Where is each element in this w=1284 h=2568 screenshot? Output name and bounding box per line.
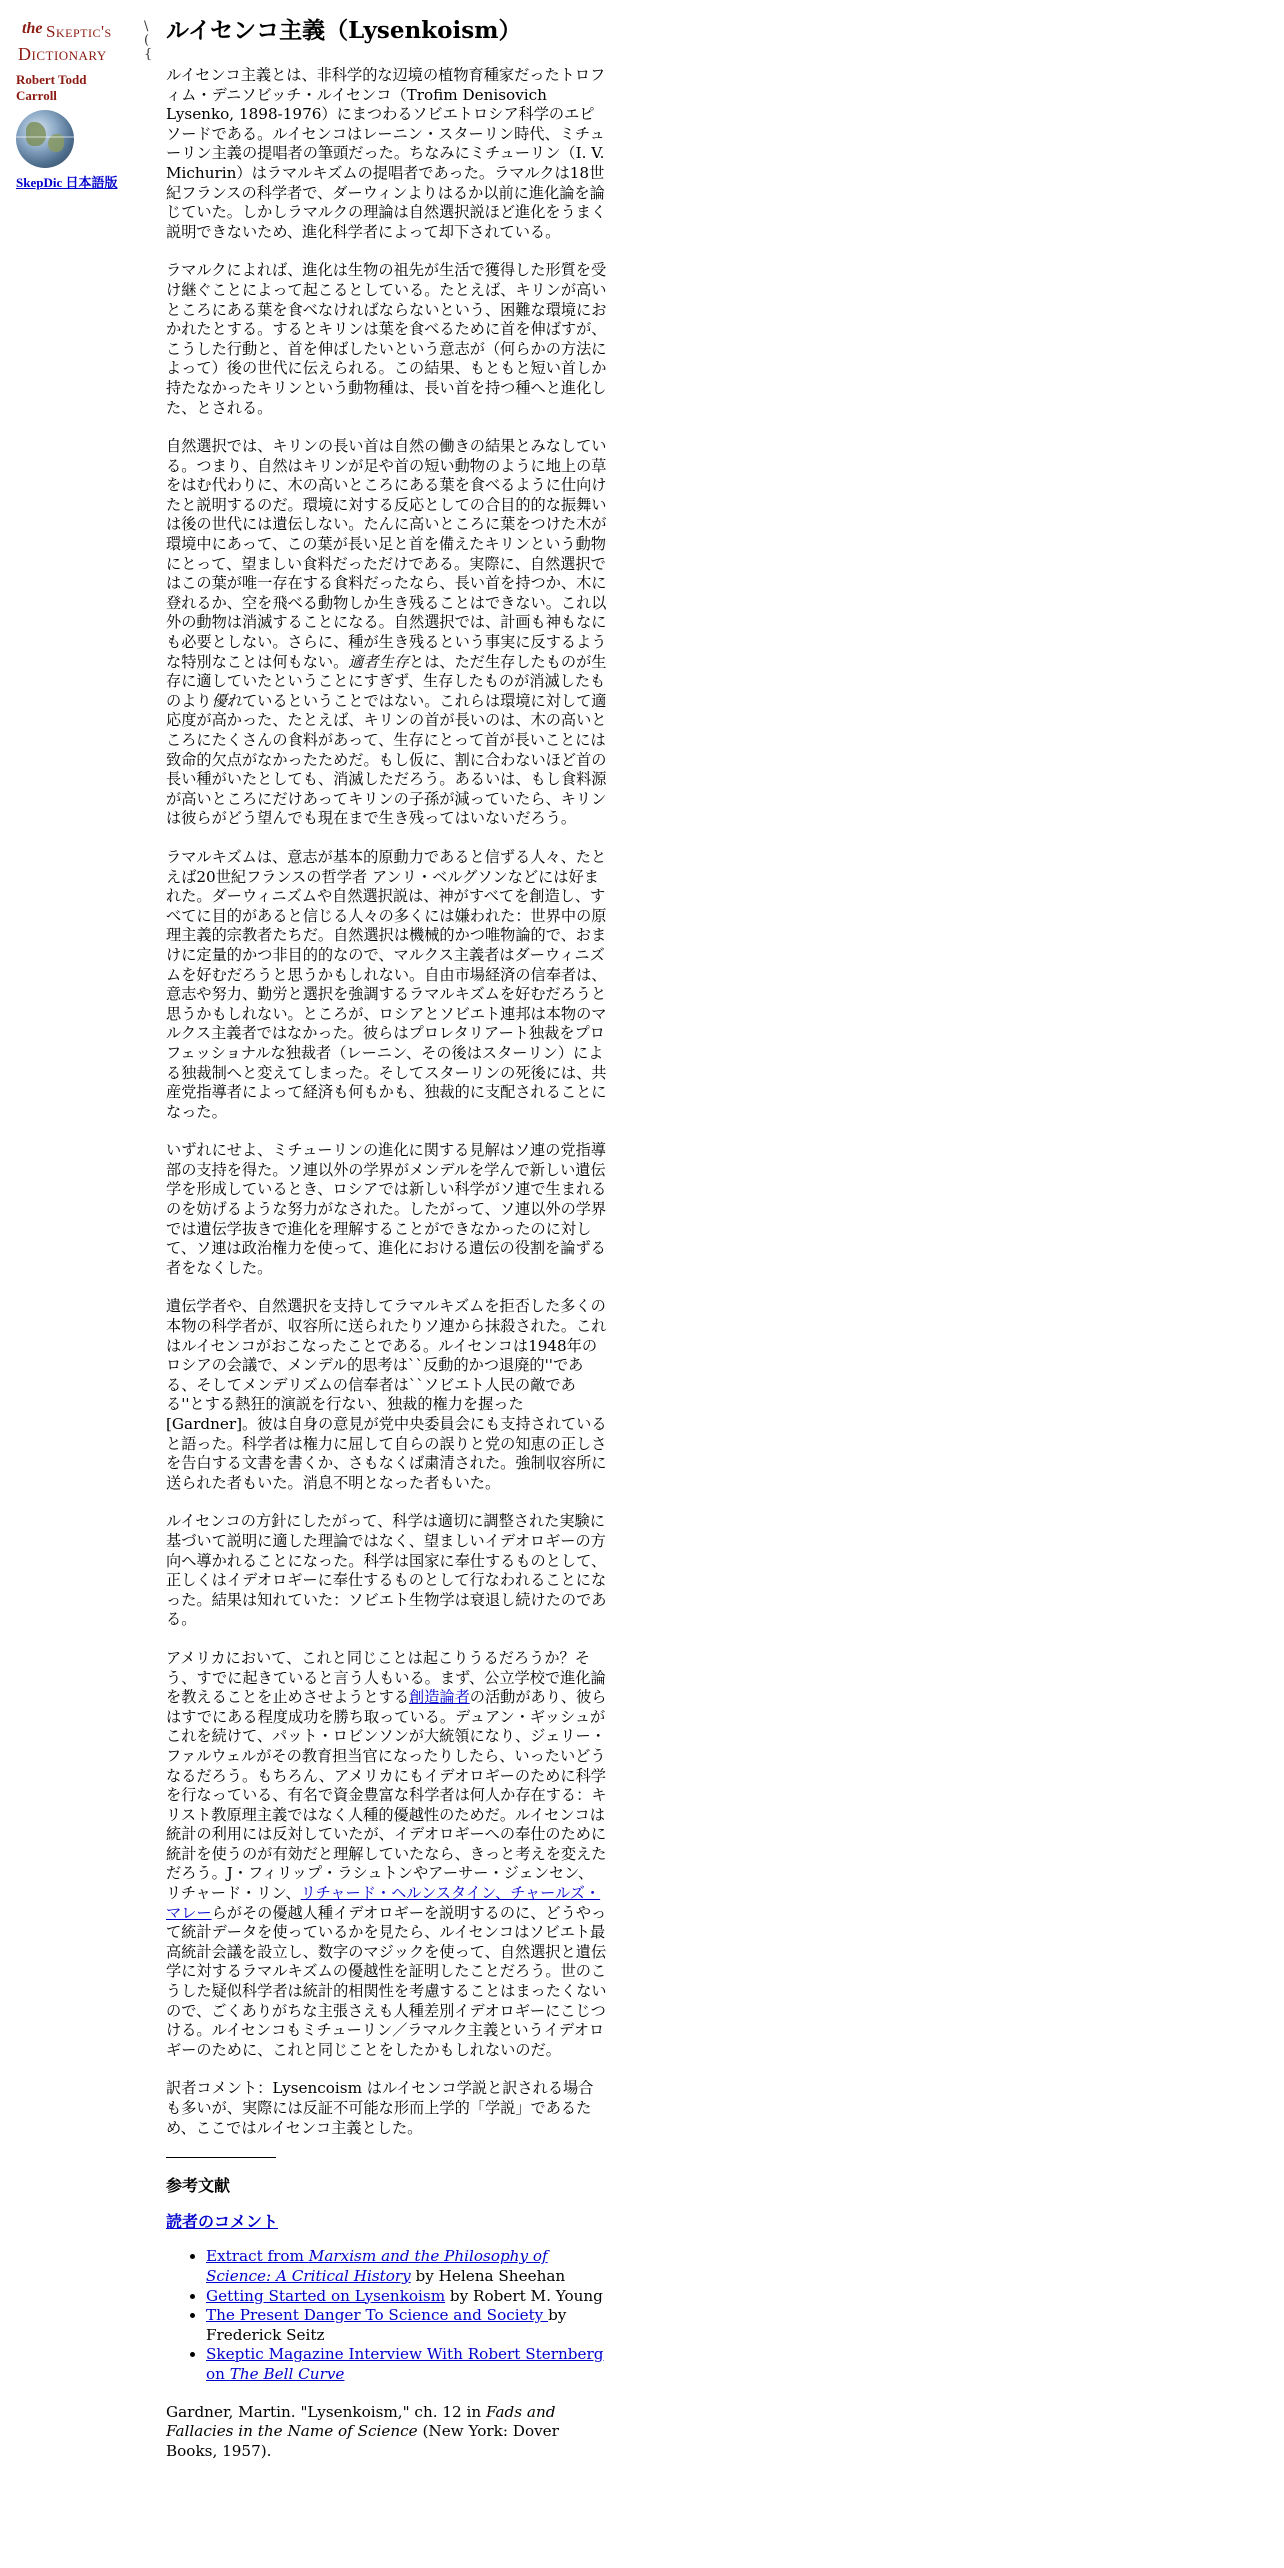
- skepdic-japanese-link[interactable]: SkepDic 日本語版: [16, 175, 118, 190]
- list-item: [206, 2345, 608, 2384]
- sheehan-link[interactable]: Extract from Marxism and the Philosophy of Science: A Critical History: [206, 2247, 548, 2285]
- paragraph-translator-comment: 訳者コメント：Lysencoism はルイセンコ学説と訳される場合も多いが、実際には反証不可能な形而上学的「学説」であるため、ここではルイセンコ主義とした。: [166, 2079, 594, 2137]
- paragraph-intro: ルイセンコ主義とは、非科学的な辺境の植物育種家だったトロフィム・デニソビッチ・ルイセンコ（Trofim Denisovich Lysenko, 1898-1976）にまつわるソビエトロシア科学のエピソードである。ルイセンコはレーニン・スターリン時代、ミチューリン主義の提唱者の筆頭だった。ちなみにミチューリン（I. V. Michurin）はラマルキズムの提唱者であった。ラマルクは18世紀フランスの科学者で、ダーウィンよりはるか以前に進化論を論じていた。しかしラマルクの理論は自然選択説ほど進化をうまく説明できないため、進化科学者によって却下されている。: [166, 66, 607, 241]
- paragraph-lamarckism: ラマルキズムは、意志が基本的原動力であると信ずる人々、たとえば20世紀フランスの哲学者 アンリ・ベルグソンなどには好まれた。ダーウィニズムや自然選択説は、神がすべてを創造し、すべてに目的があると信じる人々の多くには嫌われた：世界中の原理主義的宗教者たちだ。自然選択は機械的かつ唯物論的で、おまけに定量的かつ非目的的なので、マルクス主義者はダーウィニズムを好むだろうと思うかもしれない。自由市場経済の信奉者は、意志や努力、勤労と選択を強調するラマルキズムを好むだろうと思うかもしれない。ところが、ロシアとソビエト連邦は本物のマルクス主義者ではなかった。彼らはプロレタリアート独裁をプロフェッショナルな独裁者（レーニン、その後はスターリン）による独裁制へと変えてしまった。そしてスターリンの死後には、共産党指導者によって経済も何もかも、独裁的に支配されることになった。: [166, 847, 607, 1121]
- young-link[interactable]: Getting Started on Lysenkoism: [206, 2286, 446, 2305]
- logo-the: the: [22, 20, 43, 37]
- paragraph-ideology: ルイセンコの方針にしたがって、科学は適切に調整された実験に基づいて説明に適した理論ではなく、望ましいイデオロギーの方向へ導かれることになった。科学は国家に奉仕するものとして、正しくはイデオロギーに奉仕するものとして行なわれることになった。結果は知れていた：ソビエト生物学は衰退し続けたのである。: [166, 1512, 607, 1629]
- creationist-link[interactable]: 創造論者: [409, 1688, 470, 1707]
- paragraph-michurin: いずれにせよ、ミチューリンの進化に関する見解はソ連の党指導部の支持を得た。ソ連以外の学界がメンデルを学んで新しい遺伝学を形成しているとき、ロシアでは新しい科学がソ連で生まれるのを妨げるような努力がなされた。したがって、ソ連以外の学界では遺伝学抜きで進化を理解することができなかったのに対して、ソ連は政治権力を使って、進化における遺伝の役割を論ずる者をなくした。: [166, 1141, 607, 1277]
- list-item: • The Present Danger To Science and Society by Frederick Seitz: [206, 2306, 608, 2345]
- paragraph-purge: 遺伝学者や、自然選択を支持してラマルキズムを拒否した多くの本物の科学者が、収容所に送られたりソ連から抹殺された。これはルイセンコがおこなったことである。ルイセンコは1948年のロシアの会議で、メンデル的思考は``反動的かつ退廃的''である、そしてメンデリズムの信奉者は``ソビエト人民の敵である''とする熱狂的演説を行ない、独裁的権力を握った[Gardner]。彼は自身の意見が党中央委員会にも支持されていると語った。科学者は権力に屈して自らの誤りと党の知恵の正しさを告白する文書を書くか、さもなくば粛清された。強制収容所に送られた者もいた。消息不明となった者もいた。: [166, 1297, 607, 1492]
- divider: [166, 2157, 276, 2158]
- sidebar-divider-marks: \ ( {: [144, 19, 153, 62]
- globe-icon[interactable]: [16, 110, 74, 168]
- list-item: • Getting Started on Lysenkoism by Robert M. Young: [206, 2287, 608, 2307]
- references-heading: 参考文献: [166, 2176, 231, 2196]
- readers-comments-heading: [166, 2212, 608, 2232]
- emphasis-superior: 優れ: [211, 691, 242, 710]
- logo-dictionary: Dictionary: [18, 44, 107, 64]
- logo-skeptics: Skeptic's: [46, 22, 112, 41]
- paragraph-natural-selection: 自然選択では、キリンの長い首は自然の働きの結果とみなしている。つまり、自然はキリンが足や首の短い動物のように地上の草をはむ代わりに、木の高いところにある葉を食べるように仕向けたと説明するのだ。環境に対する反応としての合目的的な振舞いは後の世代には遺伝しない。たんに高いところに葉をつけた木が環境中にあって、この葉が長い足と首を備えたキリンという動物にとって、望ましい食料だっただけである。実際に、自然選択ではこの葉が唯一存在する食料だったなら、長い首を持つか、木に登れるか、空を飛べる動物しか生き残ることはできない。これ以外の動物は消滅することになる。自然選択では、計画も神もなにも必要としない。さらに、種が生き残るという事実に反するような特別なことは何もない。適者生存とは、ただ生存したものが生存に適していたということにすぎず、生存したものが消滅したものより優れているということではない。これらは環境に対して適応度が高かった、たとえば、キリンの首が長いのは、木の高いところにたくさんの食料があって、生存にとって首が長いことには致命的欠点がなかったためだ。もし仮に、割に合わないほど首の長い種がいたとしても、消滅しただろう。あるいは、もし食料源が高いところにだけあってキリンの子孫が減っていたら、キリンは彼らがどう望んでも現在まで生き残ってはいないだろう。: [166, 437, 607, 828]
- sidebar: [16, 18, 136, 191]
- skeptics-dictionary-logo[interactable]: [16, 18, 132, 70]
- paragraph-lamarck: ラマルクによれば、進化は生物の祖先が生活で獲得した形質を受け継ぐことによって起こるとしている。たとえば、キリンが高いところにある葉を食べなければならないという、困難な環境におかれたとする。するとキリンは葉を食べるために首を伸ばすが、こうした行動と、首を伸ばしたいという意志が（何らかの方法によって）後の世代に伝えられる。この結果、もともと短い首しか持たなかったキリンという動物種は、長い首を持つ種へと進化した、とされる。: [166, 261, 607, 417]
- bibliography-entry: Gardner, Martin. "Lysenkoism," ch. 12 in Fads and Fallacies in the Name of Science (New York: Dover Books, 1957).: [166, 2402, 559, 2460]
- readers-comments-link[interactable]: 読者のコメント: [166, 2211, 279, 2231]
- sternberg-interview-link[interactable]: Skeptic Magazine Interview With Robert Sternberg on The Bell Curve: [206, 2345, 604, 2383]
- paragraph-america: アメリカにおいて、これと同じことは起こりうるだろうか？そう、すでに起きていると言う人もいる。まず、公立学校で進化論を教えることを止めさせようとする創造論者の活動があり、彼らはすでにある程度成功を勝ち取っている。デュアン・ギッシュがこれを続けて、パット・ロビンソンが大統領になり、ジェリー・ファルウェルがその教育担当官になったりしたら、いったいどうなるだろう。もちろん、アメリカにもイデオロギーのために科学を行なっている、有名で資金豊富な科学者は何人か存在する：キリスト教原理主義ではなく人種的優越性のためだ。ルイセンコは統計の利用には反対していたが、イデオロギーへの奉仕のために統計を使うのが有効だと理解していたなら、きっと考えを変えただろう。J・フィリップ・ラシュトンやアーサー・ジェンセン、リチャード・リン、リチャード・ヘルンスタイン、チャールズ・マレーらがその優越人種イデオロギーを説明するのに、どうやって統計データを使っているかを見たら、ルイセンコはソビエト最高統計会議を設立し、数字のマジックを使って、自然選択と遺伝学に対するラマルキズムの優越性を証明したことだろう。世のこうした疑似科学者は統計的相関性を考慮することはまったくないので、ごくありがちな主張さえも人種差別イデオロギーにこじつける。ルイセンコもミチューリン／ラマルク主義というイデオロギーのために、これと同じことをしたかもしれないのだ。: [166, 1648, 607, 2059]
- emphasis-survival-of-fittest: 適者生存: [348, 652, 409, 671]
- list-item: • Extract from Marxism and the Philosophy of Science: A Critical History by Helena Sheehan: [206, 2247, 608, 2286]
- author-name: Robert Todd Carroll: [16, 72, 87, 103]
- page-title: ルイセンコ主義（Lysenkoism）: [166, 17, 522, 44]
- seitz-link[interactable]: The Present Danger To Science and Society: [206, 2306, 549, 2325]
- article-body: [166, 16, 608, 2480]
- reference-list: [166, 2247, 608, 2384]
- herrnstein-murray-link[interactable]: リチャード・ヘルンスタイン、チャールズ・マレー: [166, 1884, 601, 1922]
